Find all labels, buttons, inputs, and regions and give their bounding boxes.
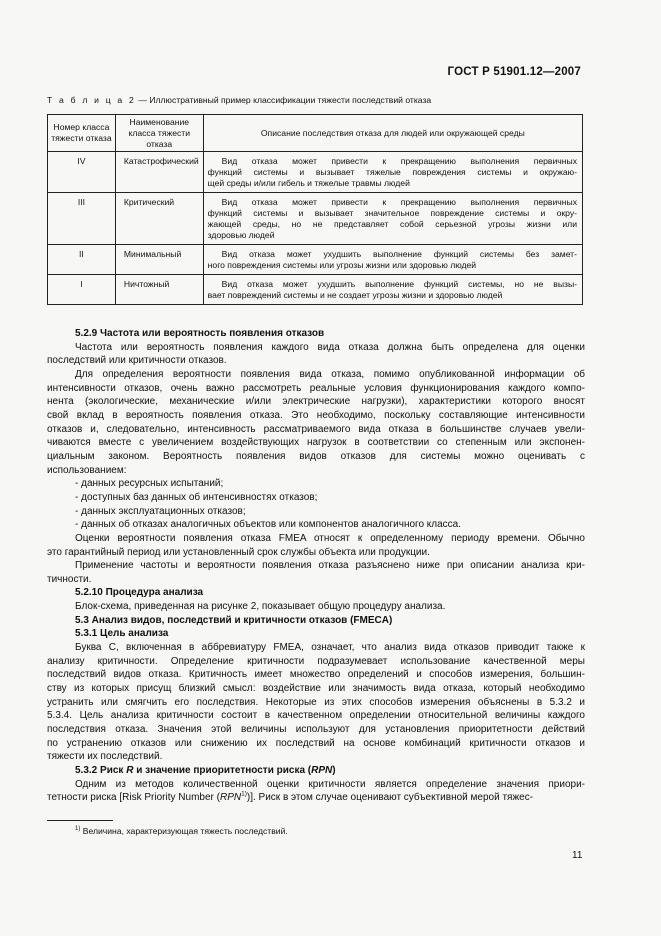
description-line: функций системы и вызывает значительное повреждение системы и окру- [207,208,577,218]
section-heading-5-2-10: 5.2.10 Процедура анализа [75,587,204,599]
severity-classification-table [47,114,583,305]
paragraph: Одним из методов количественной оценки критичности является определение значения приори- тетности риска [Risk Priority Number (RPN$^{1)}$)]. Риск в этом случае оценивают субъективной мерой тяжес- [47,778,585,804]
section-heading-5-2-9: 5.2.9 Частота или вероятность появления отказов [75,328,325,339]
footnote-separator [47,820,113,821]
paragraph: Буква С, включенная в аббревиатуру FMEA, означает, что анализ вида отказов приводит также к анализу критичности. Определение критичности подразумевает использование качественной меры последствий видов отказа. Критичность имеет множество определений и способов измерения, большин- ству из которых присущ близкий смысл: воздействие или значимость вида отказа, который необходимо устранить или смягчить его последствия. Некоторые из этих способов измерения объяснены в 5.3.2 и 5.3.4. Цель анализа критичности состоит в качественном определении относительной величины каждого последствия отказа. Значения этой величины используют для установления приоритетности действий по устранению отказов или снижению их последствий на основе комбинаций критичности отказов и тяжести их последствий. [47,642,585,763]
table-header-row [48,115,583,152]
paragraph: Частота или вероятность появления каждого вида отказа должна быть определена для оценки последствий или критичности отказов. [47,341,585,367]
description-line: Вид отказа может привести к прекращению выполнения первичных [221,156,577,166]
list-item: - данных об отказах аналогичных объектов или компонентов аналогичного класса. [75,519,462,531]
footnote-mark: 1) [75,826,81,833]
description-cell [203,245,582,275]
description-line: Вид отказа может ухудшить выполнение функций системы без замет- [221,249,577,259]
description-cell [203,152,582,193]
body-text [47,327,585,805]
list-item: - доступных баз данных об интенсивностях отказов; [75,491,318,503]
section-heading-5-3-2: 5.3.2 Риск R и значение приоритетности риска (RPN) [75,765,336,776]
description-cell [203,193,582,245]
section-heading-5-3: 5.3 Анализ видов, последствий и критичности отказов (FMECA) [75,614,393,626]
class-name-cell: Минимальный [115,245,203,275]
footnote-reference: 1) [241,790,247,798]
table-row [48,193,583,245]
class-name-cell: Катастрофический [115,152,203,193]
table-row [48,275,583,305]
paragraph: Блок-схема, приведенная на рисунке 2, показывает общую процедуру анализа. [75,601,446,613]
description-line: ного повреждения системы или угрозы жизни или здоровью людей [207,260,477,270]
class-number-cell: III [48,193,116,245]
paragraph: Для определения вероятности появления вида отказа, помимо опубликованной информации об интенсивности отказов, очень важно рассмотреть реальные условия функционирования каждого компо- нента (экологические, механические и/или электрические нагрузки), характеристики которого вносят свой вклад в вероятность появления отказа. Это необходимо, поскольку составляющие интенсивности отказов и, следовательно, интенсивность рассматриваемого вида отказа в большинстве случаев увели- чиваются вместе с увеличением воздействующих нагрузок в соответствии со степенным или экспонен- циальным законом. Вероятность появления видов отказов для системы можно оценивать с использованием: [47,368,585,476]
table-caption-text: — Иллюстративный пример классификации тяжести последствий отказа [135,95,432,105]
list-item: - данных эксплуатационных отказов; [75,505,246,517]
paragraph: Оценки вероятности появления отказа FMEA относят к определенному периоду времени. Обычно это гарантийный период или установленный срок службы объекта или продукции. [47,532,585,558]
class-name-cell: Ничтожный [115,275,203,305]
description-line: здоровью людей [207,230,275,240]
list-item: - данных ресурсных испытаний; [75,478,224,490]
section-heading-5-3-1: 5.3.1 Цель анализа [75,628,169,640]
table-row [48,245,583,275]
table-caption [47,95,607,105]
table-caption-label: Т а б л и ц а 2 [47,95,136,105]
description-line: щей среды и/или гибель и тяжелые травмы людей [207,178,410,188]
paragraph: Применение частоты и вероятности появления отказа разъяснено ниже при описании анализа кри- тичности. [47,560,585,585]
class-number-cell: II [48,245,116,275]
description-line: Вид отказа может ухудшить выполнение функций системы, но не вызы- [221,279,577,289]
standard-designation: ГОСТ Р 51901.12—2007 [447,66,581,78]
description-line: Вид отказа может привести к прекращению выполнения первичных [221,197,577,207]
description-line: жающей среды, но не представляет собой серьезной угрозы жизни или [207,219,577,229]
description-line: функций системы и вызывает тяжелые повреждения системы и окружаю- [207,167,577,177]
description-cell [203,275,582,305]
list [75,477,585,532]
class-number-cell: I [48,275,116,305]
class-number-cell: IV [48,152,116,193]
footnote [75,826,288,836]
table-row [48,152,583,193]
description-line: вает повреждений системы и не создает угрозы жизни и здоровью людей [207,290,503,300]
header-class-name: Наименование класса тяжести отказа [115,115,203,152]
page-number: 11 [572,850,583,861]
footnote-text: Величина, характеризующая тяжесть последствий. [80,826,288,836]
class-name-cell: Критический [115,193,203,245]
header-class-number: Номер класса тяжести отказа [48,115,116,152]
header-description: Описание последствия отказа для людей или окружающей среды [203,115,582,152]
